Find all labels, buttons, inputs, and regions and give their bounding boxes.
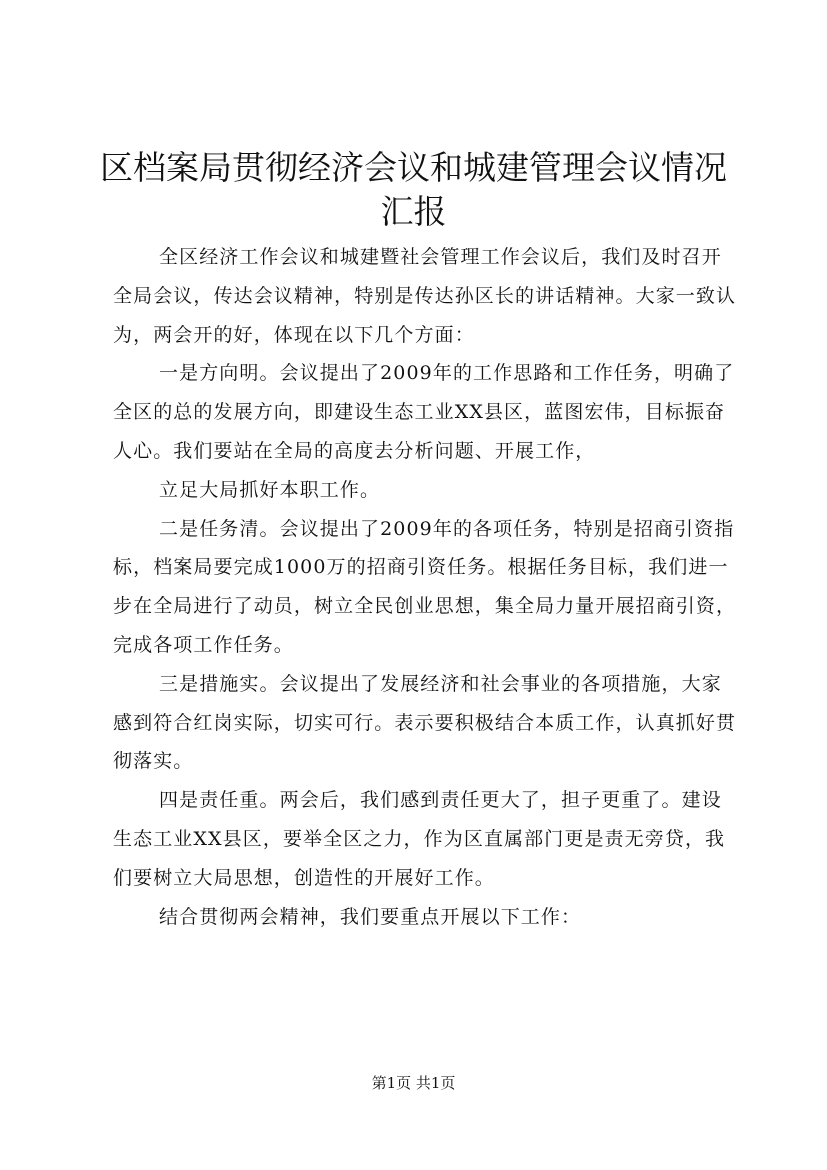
paragraph-measures: 三是措施实。会议提出了发展经济和社会事业的各项措施，大家感到符合红岗实际，切实可行。表示要积极结合本质工作，认真抓好贯彻落实。 xyxy=(113,672,737,773)
document-body xyxy=(113,238,738,936)
page-footer: 第1页 共1页 xyxy=(371,1074,456,1092)
document-title: 区档案局贯彻经济会议和城建管理会议情况汇报 xyxy=(100,148,727,231)
paragraph-intro: 全区经济工作会议和城建暨社会管理工作会议后，我们及时召开全局会议，传达会议精神，特别是传达孙区长的讲话精神。大家一致认为，两会开的好，体现在以下几个方面： xyxy=(113,246,737,346)
paragraph-tasks: 二是任务清。会议提出了2009年的各项任务，特别是招商引资指标，档案局要完成1000万的招商引资任务。根据任务目标，我们进一步在全局进行了动员，树立全民创业思想，集全局力量开展招商引资，完成各项工作任务。 xyxy=(113,517,737,656)
paragraph-direction: 一是方向明。会议提出了2009年的工作思路和工作任务，明确了全区的总的发展方向，即建设生态工业XX县区，蓝图宏伟，目标振奋人心。我们要站在全局的高度去分析问题、开展工作， xyxy=(113,362,735,462)
paragraph-local-work: 立足大局抓好本职工作。 xyxy=(159,478,381,501)
paragraph-responsibility: 四是责任重。两会后，我们感到责任更大了，担子更重了。建设生态工业XX县区，要举全区之力，作为区直属部门更是责无旁贷，我们要树立大局思想，创造性的开展好工作。 xyxy=(113,789,726,889)
paragraph-next-work: 结合贯彻两会精神，我们要重点开展以下工作： xyxy=(159,905,582,928)
